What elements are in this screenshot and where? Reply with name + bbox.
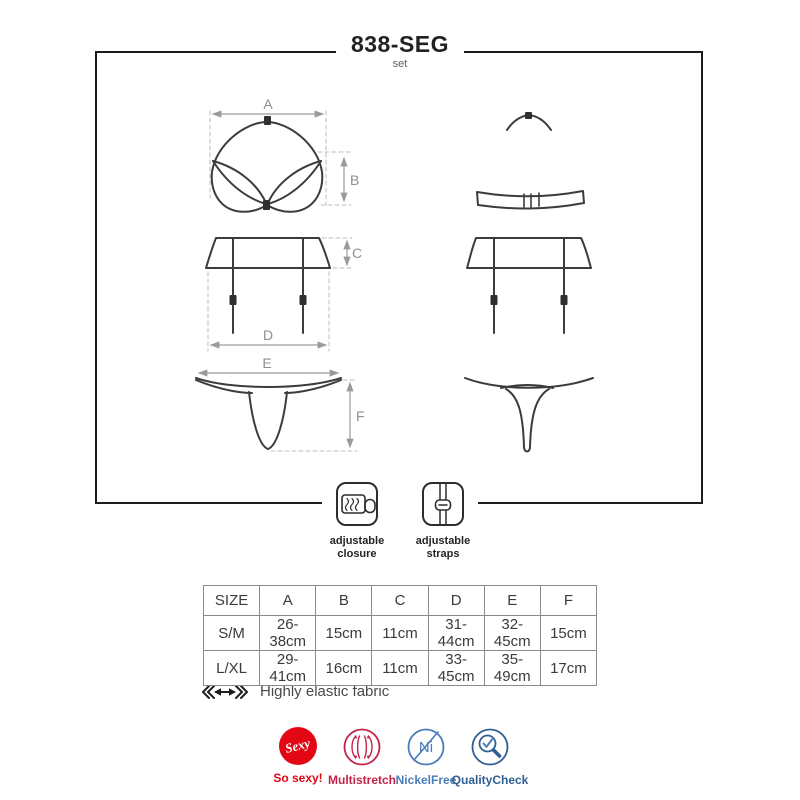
size-table-header: SIZE: [204, 586, 260, 616]
feature-adjustable-closure: [322, 481, 392, 561]
quality-check-icon: [470, 727, 510, 767]
so-sexy-icon: [279, 727, 317, 765]
value-cell: 35-49cm: [484, 651, 540, 686]
feature-label: adjustable closure: [329, 535, 385, 561]
badge-label: NickelFree: [395, 773, 457, 787]
size-table-header: D: [428, 586, 484, 616]
value-cell: 17cm: [540, 651, 596, 686]
elastic-arrows-icon: [200, 685, 250, 699]
dimension-d-label: D: [262, 327, 274, 343]
badge-multistretch: [328, 727, 397, 787]
value-cell: 15cm: [316, 616, 372, 651]
value-cell: 15cm: [540, 616, 596, 651]
size-table-row-lxl: [204, 651, 597, 686]
dimension-e-label: E: [262, 355, 272, 371]
product-subtitle: set: [392, 58, 408, 70]
value-cell: 16cm: [316, 651, 372, 686]
value-cell: 33-45cm: [428, 651, 484, 686]
feature-adjustable-straps: [408, 481, 478, 561]
dimension-c-label: C: [352, 245, 363, 261]
value-cell: 29-41cm: [260, 651, 316, 686]
thong-back-diagram: [465, 378, 593, 452]
size-table-header: E: [484, 586, 540, 616]
product-title-block: [336, 29, 464, 73]
features-block: [322, 477, 478, 567]
badge-label: QualityCheck: [451, 773, 529, 787]
size-table-row-sm: [204, 616, 597, 651]
value-cell: 11cm: [372, 616, 428, 651]
sexy-script-text: Sexy: [283, 735, 312, 756]
value-cell: 31-44cm: [428, 616, 484, 651]
size-table-header: B: [316, 586, 372, 616]
garter-belt-back-diagram: [467, 238, 591, 333]
badge-label: So sexy!: [273, 771, 323, 785]
fabric-note-text: Highly elastic fabric: [260, 683, 390, 700]
garter-belt-front-diagram: [206, 238, 362, 351]
value-cell: 26-38cm: [260, 616, 316, 651]
bra-back-diagram: [477, 112, 584, 209]
size-table-header-row: [204, 586, 597, 616]
badge-quality-check: [451, 727, 529, 787]
bra-front-diagram: [210, 96, 359, 212]
dimension-f-label: F: [356, 408, 365, 424]
badge-so-sexy: [266, 727, 330, 787]
feature-label: adjustable straps: [415, 535, 471, 561]
size-table-header: C: [372, 586, 428, 616]
size-table-header: F: [540, 586, 596, 616]
adjustable-straps-icon: [421, 481, 465, 527]
nickel-symbol-text: Ni: [418, 739, 434, 756]
size-table: [203, 585, 597, 686]
size-cell: S/M: [204, 616, 260, 651]
nickel-free-icon: [406, 727, 446, 767]
product-title: 838-SEG: [350, 31, 450, 57]
value-cell: 11cm: [372, 651, 428, 686]
size-cell: L/XL: [204, 651, 260, 686]
size-table-header: A: [260, 586, 316, 616]
dimension-b-label: B: [350, 172, 360, 188]
badge-label: Multistretch: [328, 773, 397, 787]
badge-nickel-free: [394, 727, 458, 787]
dimension-a-label: A: [263, 96, 273, 112]
quality-badges: [266, 727, 529, 787]
multistretch-icon: [342, 727, 382, 767]
thong-front-diagram: [196, 355, 365, 451]
value-cell: 32-45cm: [484, 616, 540, 651]
adjustable-closure-icon: [335, 481, 379, 527]
